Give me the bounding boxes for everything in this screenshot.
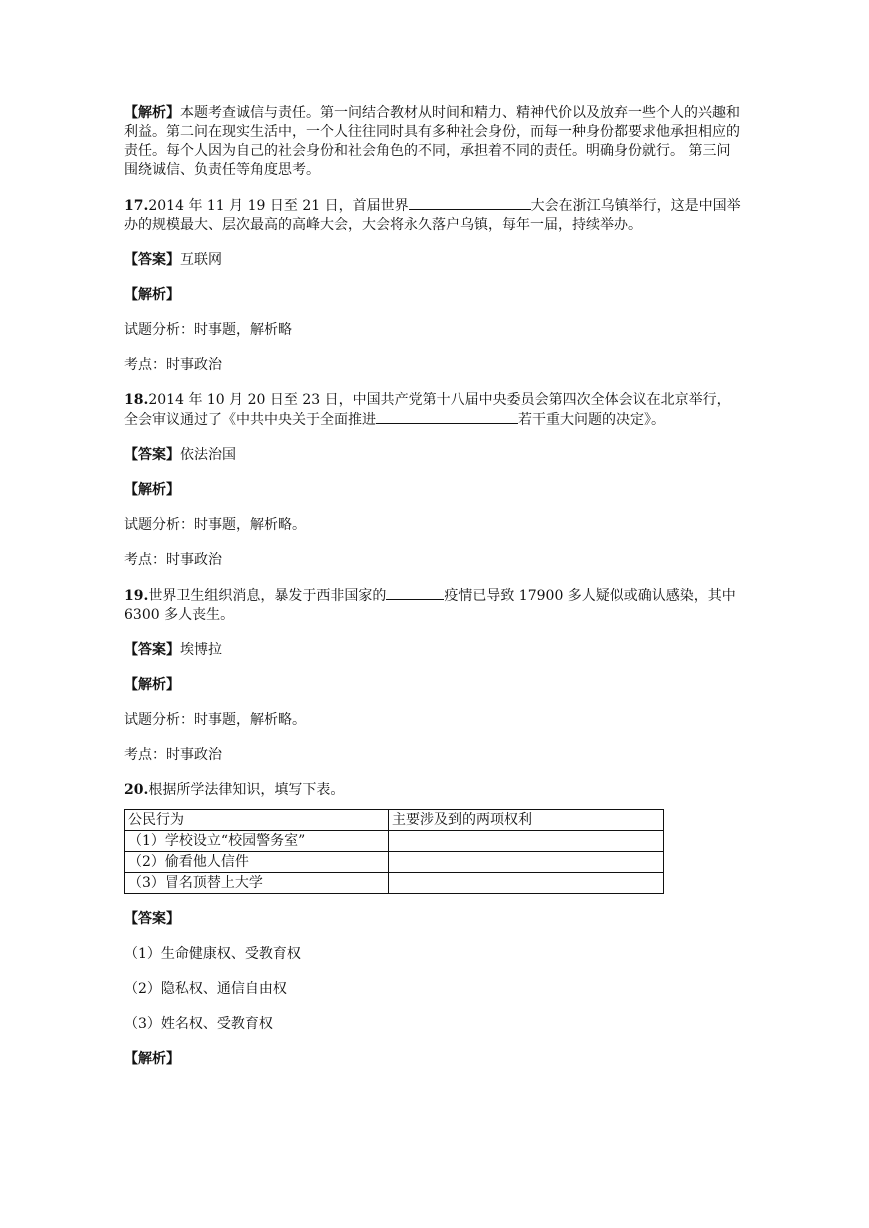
question-text: 大会在浙江乌镇举行，这是中国举办的规模最大、层次最高的高峰大会，大会将永久落户乌镇，每年一届，持续举办。 [124,198,741,233]
question-text: 2014 年 11 月 19 日至 21 日，首届世界 [148,198,409,214]
answer-17 [124,251,744,270]
answer-19 [124,641,744,660]
answer-text: 依法治国 [180,447,236,463]
analysis-text: 本题考查诚信与责任。第一问结合教材从时间和精力、精神代价以及放弃一些个人的兴趣和利益。第二问在现实生活中，一个人往往同时具有多种社会身份，而每一种身份都要求他承担相应的责任。每个人因为自己的社会身份和社会角色的不同，承担着不同的责任。明确身份就行。 第三问围绕诚信、负责任等角度思考。 [124,105,740,178]
answer-18 [124,446,744,465]
rights-table [124,809,664,894]
answer-text: 互联网 [180,252,222,268]
question-text: 世界卫生组织消息，暴发于西非国家的 [148,588,387,604]
question-18 [124,391,744,430]
question-17 [124,196,744,235]
answer-blank [386,586,444,600]
table-cell [389,852,664,873]
exam-point: 考点：时事政治 [124,552,222,568]
question-text: 疫情已导致 17900 多人疑似或确认感染，其中 6300 多人丧生。 [124,588,736,623]
table-cell [389,873,664,894]
exam-point: 考点：时事政治 [124,747,222,763]
analysis-label: 【解析】 [124,105,180,121]
analysis-16 [124,104,744,180]
answer-text: 埃博拉 [180,642,222,658]
answer-item: （2）隐私权、通信自由权 [124,981,287,997]
table-cell: （2）偷看他人信件 [125,852,389,873]
analysis-label: 【解析】 [124,482,180,498]
question-20 [124,781,744,800]
question-number: 18. [124,392,149,408]
question-19 [124,586,744,625]
table-header-row [125,810,664,831]
question-number: 19. [124,588,149,604]
document-page [124,104,744,1069]
table-row [125,831,664,852]
table-header-cell: 主要涉及到的两项权利 [389,810,664,831]
answer-label: 【答案】 [124,447,180,463]
table-row [125,873,664,894]
answer-item: （3）姓名权、受教育权 [124,1016,273,1032]
answer-blank [376,410,518,424]
table-row [125,852,664,873]
table-header-cell: 公民行为 [125,810,389,831]
question-text: 2014 年 10 月 20 日至 23 日，中国共产党第十八届中央委员会第四次全体会议在北京举行，全会审议通过了《中共中央关于全面推进 [124,392,731,428]
table-cell: （3）冒名顶替上大学 [125,873,389,894]
question-number: 17. [124,198,149,214]
analysis-label: 【解析】 [124,677,180,693]
table-cell [389,831,664,852]
analysis-text: 试题分析：时事题，解析略 [124,322,292,338]
analysis-text: 试题分析：时事题，解析略。 [124,517,306,533]
answer-item: （1）生命健康权、受教育权 [124,946,301,962]
question-number: 20. [124,782,149,798]
table-cell: （1）学校设立“校园警务室” [125,831,389,852]
answer-label: 【答案】 [124,911,180,927]
question-text: 根据所学法律知识，填写下表。 [148,782,345,798]
exam-point: 考点：时事政治 [124,357,222,373]
answer-label: 【答案】 [124,252,180,268]
answer-label: 【答案】 [124,642,180,658]
analysis-label: 【解析】 [124,287,180,303]
analysis-text: 试题分析：时事题，解析略。 [124,712,306,728]
question-text: 若干重大问题的决定》。 [518,412,665,428]
answer-blank [409,196,531,210]
analysis-label: 【解析】 [124,1051,180,1067]
